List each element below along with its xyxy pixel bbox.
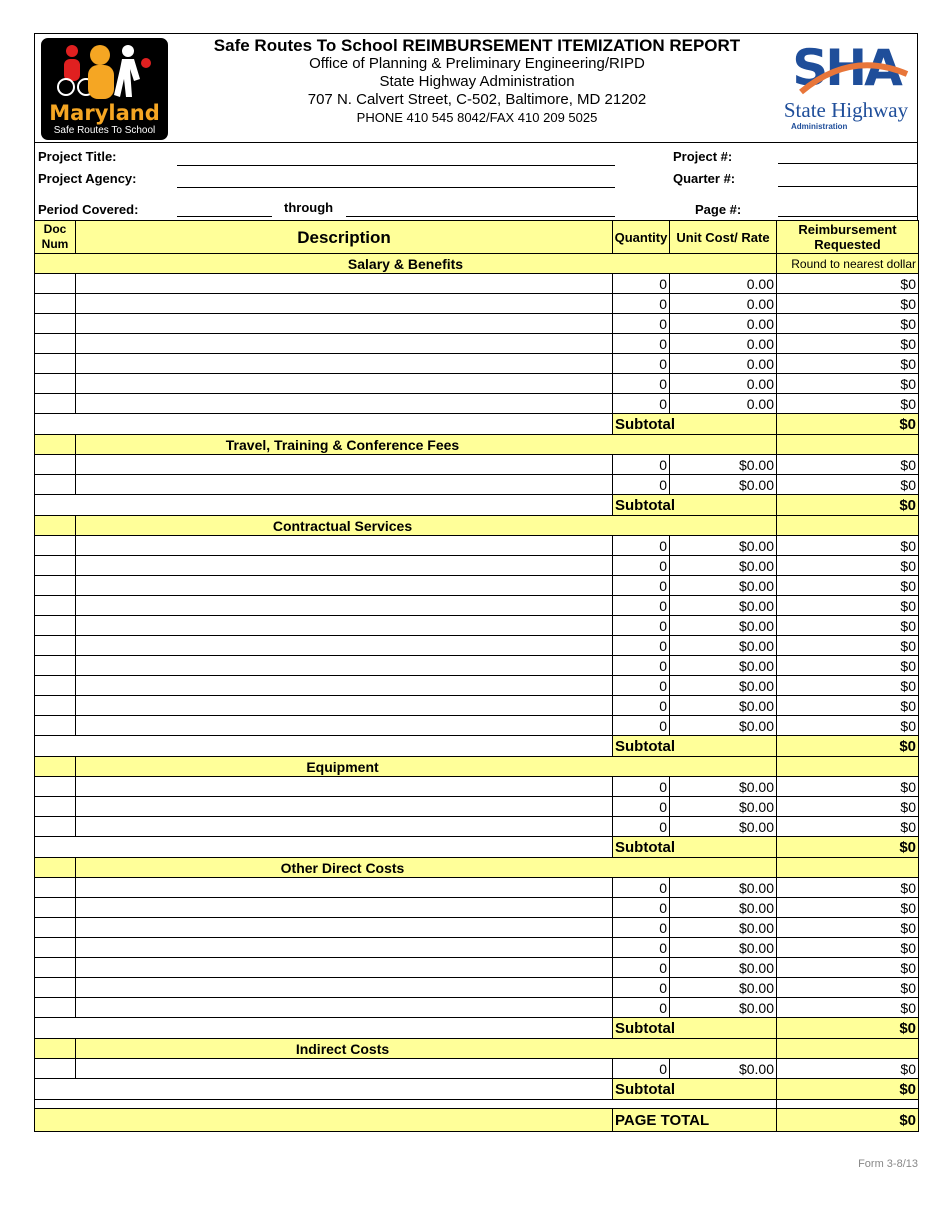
page-total-value: $0 <box>777 1109 919 1132</box>
doc-num-cell[interactable] <box>35 918 76 938</box>
reimbursement-cell: $0 <box>777 294 919 314</box>
section-amount-cell <box>777 1039 919 1059</box>
description-cell[interactable] <box>76 1059 613 1079</box>
table-row <box>35 817 919 837</box>
form-header <box>34 33 918 143</box>
table-row <box>35 394 919 414</box>
reimbursement-cell: $0 <box>777 354 919 374</box>
unit-cost-cell[interactable]: $0.00 <box>670 958 777 978</box>
subtotal-label: Subtotal <box>613 736 777 757</box>
sha-logo-text: SHA <box>792 39 900 97</box>
doc-num-cell[interactable] <box>35 576 76 596</box>
subtotal-value: $0 <box>777 1079 919 1100</box>
reimbursement-cell: $0 <box>777 878 919 898</box>
description-cell[interactable] <box>76 898 613 918</box>
section-doc-cell <box>35 435 76 455</box>
section-title-text: Equipment <box>306 758 379 775</box>
quantity-cell[interactable]: 0 <box>613 696 670 716</box>
unit-cost-cell[interactable]: 0.00 <box>670 374 777 394</box>
table-row <box>35 716 919 736</box>
description-cell[interactable] <box>76 656 613 676</box>
reimbursement-cell: $0 <box>777 274 919 294</box>
subtotal-value: $0 <box>777 495 919 516</box>
doc-num-cell[interactable] <box>35 455 76 475</box>
table-row <box>35 475 919 495</box>
section-amount-cell <box>777 435 919 455</box>
page-num-label: Page #: <box>695 202 742 217</box>
quantity-cell[interactable]: 0 <box>613 334 670 354</box>
description-cell[interactable] <box>76 475 613 495</box>
section-doc-cell <box>35 757 76 777</box>
table-row <box>35 878 919 898</box>
maryland-srts-logo <box>41 38 168 140</box>
unit-cost-cell[interactable]: $0.00 <box>670 475 777 495</box>
unit-cost-cell[interactable]: $0.00 <box>670 938 777 958</box>
page-total-spacer <box>35 1109 613 1132</box>
itemization-table <box>34 220 919 1132</box>
subtotal-spacer <box>35 495 613 516</box>
subtotal-row <box>35 1018 919 1039</box>
reimbursement-cell: $0 <box>777 475 919 495</box>
description-cell[interactable] <box>76 455 613 475</box>
sha-logo-subtext2: Administration <box>791 122 848 131</box>
unit-cost-cell[interactable]: $0.00 <box>670 797 777 817</box>
table-row <box>35 455 919 475</box>
office-name: Office of Planning & Preliminary Engineering/RIPD <box>309 55 645 72</box>
table-row <box>35 556 919 576</box>
srts-logo-subtext: Safe Routes To School <box>53 125 156 136</box>
quantity-cell[interactable]: 0 <box>613 576 670 596</box>
through-label: through <box>284 200 334 215</box>
table-row <box>35 274 919 294</box>
reimbursement-cell: $0 <box>777 394 919 414</box>
doc-num-cell[interactable] <box>35 898 76 918</box>
unit-cost-cell[interactable]: $0.00 <box>670 576 777 596</box>
section-title-text: Indirect Costs <box>295 1040 390 1057</box>
reimbursement-cell: $0 <box>777 616 919 636</box>
section-doc-cell <box>35 1039 76 1059</box>
description-cell[interactable] <box>76 777 613 797</box>
quantity-cell[interactable]: 0 <box>613 958 670 978</box>
description-cell[interactable] <box>76 294 613 314</box>
reimbursement-header: Reimbursement Requested <box>777 221 919 254</box>
table-row <box>35 334 919 354</box>
period-start-field[interactable] <box>177 216 272 217</box>
doc-num-cell[interactable] <box>35 475 76 495</box>
subtotal-spacer <box>35 1079 613 1100</box>
reimbursement-cell: $0 <box>777 696 919 716</box>
unit-cost-cell[interactable]: $0.00 <box>670 636 777 656</box>
description-cell[interactable] <box>76 374 613 394</box>
description-cell[interactable] <box>76 878 613 898</box>
doc-num-cell[interactable] <box>35 556 76 576</box>
section-title: Salary & Benefits <box>35 254 777 274</box>
quantity-cell[interactable]: 0 <box>613 374 670 394</box>
unit-cost-cell[interactable]: 0.00 <box>670 314 777 334</box>
quantity-cell[interactable]: 0 <box>613 616 670 636</box>
description-cell[interactable] <box>76 998 613 1018</box>
quantity-cell[interactable]: 0 <box>613 354 670 374</box>
reimbursement-form <box>34 33 918 1132</box>
unit-cost-cell[interactable]: 0.00 <box>670 394 777 414</box>
reimbursement-cell: $0 <box>777 777 919 797</box>
section-title-text: Other Direct Costs <box>280 859 405 876</box>
table-row <box>35 294 919 314</box>
subtotal-label: Subtotal <box>613 414 777 435</box>
table-row <box>35 938 919 958</box>
unit-cost-cell[interactable]: $0.00 <box>670 918 777 938</box>
unit-cost-cell[interactable]: $0.00 <box>670 596 777 616</box>
table-row <box>35 656 919 676</box>
table-row <box>35 696 919 716</box>
section-header-row <box>35 435 919 455</box>
unit-cost-cell[interactable]: $0.00 <box>670 878 777 898</box>
subtotal-row <box>35 1079 919 1100</box>
description-cell[interactable] <box>76 696 613 716</box>
description-cell[interactable] <box>76 576 613 596</box>
sha-swoosh-icon <box>781 56 911 96</box>
agency-name: State Highway Administration <box>379 73 575 90</box>
doc-num-cell[interactable] <box>35 374 76 394</box>
unit-cost-cell[interactable]: 0.00 <box>670 294 777 314</box>
unit-cost-cell[interactable]: 0.00 <box>670 334 777 354</box>
unit-cost-cell[interactable]: 0.00 <box>670 354 777 374</box>
section-amount-cell <box>777 858 919 878</box>
description-cell[interactable] <box>76 716 613 736</box>
quantity-cell[interactable]: 0 <box>613 596 670 616</box>
table-row <box>35 636 919 656</box>
unit-cost-cell[interactable]: $0.00 <box>670 676 777 696</box>
spacer-row <box>35 1100 919 1109</box>
subtotal-spacer <box>35 414 613 435</box>
description-cell[interactable] <box>76 978 613 998</box>
description-cell[interactable] <box>76 556 613 576</box>
description-cell[interactable] <box>76 958 613 978</box>
subtotal-row <box>35 837 919 858</box>
description-cell[interactable] <box>76 596 613 616</box>
page-total-row <box>35 1109 919 1132</box>
doc-num-cell[interactable] <box>35 636 76 656</box>
title-block <box>175 36 779 126</box>
table-row <box>35 978 919 998</box>
section-amount-cell <box>777 516 919 536</box>
unit-cost-cell[interactable]: $0.00 <box>670 777 777 797</box>
reimbursement-cell: $0 <box>777 374 919 394</box>
quantity-cell[interactable]: 0 <box>613 797 670 817</box>
quantity-cell[interactable]: 0 <box>613 898 670 918</box>
subtotal-value: $0 <box>777 736 919 757</box>
quantity-cell[interactable]: 0 <box>613 777 670 797</box>
doc-num-cell[interactable] <box>35 676 76 696</box>
table-row <box>35 898 919 918</box>
doc-num-cell[interactable] <box>35 394 76 414</box>
quantity-cell[interactable]: 0 <box>613 536 670 556</box>
subtotal-row <box>35 495 919 516</box>
quantity-cell[interactable]: 0 <box>613 676 670 696</box>
description-cell[interactable] <box>76 274 613 294</box>
quantity-cell[interactable]: 0 <box>613 475 670 495</box>
table-row <box>35 374 919 394</box>
reimbursement-cell: $0 <box>777 1059 919 1079</box>
quantity-cell[interactable]: 0 <box>613 938 670 958</box>
quantity-cell[interactable]: 0 <box>613 455 670 475</box>
quantity-cell[interactable]: 0 <box>613 878 670 898</box>
doc-num-cell[interactable] <box>35 878 76 898</box>
form-number: Form 3-8/13 <box>858 1158 918 1170</box>
doc-num-cell[interactable] <box>35 716 76 736</box>
doc-num-cell[interactable] <box>35 1059 76 1079</box>
doc-num-cell[interactable] <box>35 274 76 294</box>
subtotal-label: Subtotal <box>613 495 777 516</box>
doc-num-cell[interactable] <box>35 596 76 616</box>
section-title <box>76 858 777 878</box>
doc-num-header: Doc Num <box>35 221 76 254</box>
section-header-row <box>35 516 919 536</box>
section-title <box>76 1039 777 1059</box>
spacer-cell <box>777 1100 919 1109</box>
project-num-field[interactable] <box>778 163 918 164</box>
section-note: Round to nearest dollar <box>777 254 919 274</box>
section-title <box>76 757 777 777</box>
description-cell[interactable] <box>76 334 613 354</box>
reimbursement-cell: $0 <box>777 656 919 676</box>
doc-num-cell[interactable] <box>35 978 76 998</box>
table-row <box>35 777 919 797</box>
reimbursement-cell: $0 <box>777 676 919 696</box>
subtotal-spacer <box>35 1018 613 1039</box>
section-title-text: Contractual Services <box>272 517 413 534</box>
quantity-cell[interactable]: 0 <box>613 656 670 676</box>
quantity-cell[interactable]: 0 <box>613 274 670 294</box>
subtotal-row <box>35 736 919 757</box>
unit-cost-cell[interactable]: $0.00 <box>670 817 777 837</box>
doc-num-cell[interactable] <box>35 334 76 354</box>
agency-phone: PHONE 410 545 8042/FAX 410 209 5025 <box>356 110 598 125</box>
quantity-cell[interactable]: 0 <box>613 556 670 576</box>
reimbursement-cell: $0 <box>777 817 919 837</box>
project-title-label: Project Title: <box>38 149 117 164</box>
unit-cost-cell[interactable]: $0.00 <box>670 696 777 716</box>
subtotal-label: Subtotal <box>613 1018 777 1039</box>
unit-cost-cell[interactable]: $0.00 <box>670 656 777 676</box>
quantity-cell[interactable]: 0 <box>613 1059 670 1079</box>
spacer-cell <box>35 1100 777 1109</box>
doc-num-cell[interactable] <box>35 536 76 556</box>
description-cell[interactable] <box>76 817 613 837</box>
section-header-row <box>35 858 919 878</box>
section-doc-cell <box>35 858 76 878</box>
form-title: Safe Routes To School REIMBURSEMENT ITEMIZATION REPORT <box>213 36 741 55</box>
quantity-cell[interactable]: 0 <box>613 716 670 736</box>
period-covered-label: Period Covered: <box>38 202 139 217</box>
doc-num-cell[interactable] <box>35 616 76 636</box>
reimbursement-cell: $0 <box>777 314 919 334</box>
unit-cost-cell[interactable]: $0.00 <box>670 716 777 736</box>
reimbursement-cell: $0 <box>777 958 919 978</box>
subtotal-value: $0 <box>777 414 919 435</box>
column-header-row <box>35 221 919 254</box>
reimbursement-cell: $0 <box>777 455 919 475</box>
unit-cost-cell[interactable]: $0.00 <box>670 1059 777 1079</box>
reimbursement-cell: $0 <box>777 716 919 736</box>
description-cell[interactable] <box>76 918 613 938</box>
table-row <box>35 616 919 636</box>
reimbursement-cell: $0 <box>777 576 919 596</box>
quantity-header: Quantity <box>613 221 670 254</box>
unit-cost-cell[interactable]: $0.00 <box>670 898 777 918</box>
doc-num-cell[interactable] <box>35 294 76 314</box>
unit-cost-cell[interactable]: $0.00 <box>670 616 777 636</box>
quantity-cell[interactable]: 0 <box>613 394 670 414</box>
description-cell[interactable] <box>76 797 613 817</box>
reimbursement-cell: $0 <box>777 898 919 918</box>
reimbursement-cell: $0 <box>777 536 919 556</box>
unit-cost-header: Unit Cost/ Rate <box>670 221 777 254</box>
table-row <box>35 676 919 696</box>
section-header-row <box>35 1039 919 1059</box>
section-title-text: Travel, Training & Conference Fees <box>225 436 460 453</box>
sha-logo-subtext: State Highway <box>783 98 909 122</box>
sha-logo <box>781 40 911 136</box>
table-row <box>35 576 919 596</box>
table-row <box>35 536 919 556</box>
reimbursement-cell: $0 <box>777 596 919 616</box>
quantity-cell[interactable]: 0 <box>613 817 670 837</box>
doc-num-cell[interactable] <box>35 696 76 716</box>
reimbursement-cell: $0 <box>777 797 919 817</box>
quantity-cell[interactable]: 0 <box>613 636 670 656</box>
project-num-label: Project #: <box>673 149 733 164</box>
table-row <box>35 797 919 817</box>
section-amount-cell <box>777 757 919 777</box>
table-row <box>35 958 919 978</box>
reimbursement-cell: $0 <box>777 334 919 354</box>
quarter-label: Quarter #: <box>673 171 736 186</box>
page-num-field[interactable] <box>778 216 918 217</box>
subtotal-value: $0 <box>777 837 919 858</box>
subtotal-row <box>35 414 919 435</box>
subtotal-spacer <box>35 736 613 757</box>
table-row <box>35 998 919 1018</box>
quantity-cell[interactable]: 0 <box>613 918 670 938</box>
project-agency-field[interactable] <box>177 187 615 188</box>
quantity-cell[interactable]: 0 <box>613 998 670 1018</box>
table-row <box>35 354 919 374</box>
doc-num-cell[interactable] <box>35 938 76 958</box>
maryland-logo-text: Maryland <box>49 101 160 125</box>
table-row <box>35 918 919 938</box>
quarter-field[interactable] <box>778 186 918 187</box>
unit-cost-cell[interactable]: 0.00 <box>670 274 777 294</box>
description-cell[interactable] <box>76 616 613 636</box>
period-end-field[interactable] <box>346 216 615 217</box>
reimbursement-cell: $0 <box>777 938 919 958</box>
section-title <box>76 435 777 455</box>
section-header-row <box>35 757 919 777</box>
subtotal-spacer <box>35 837 613 858</box>
table-row <box>35 314 919 334</box>
unit-cost-cell[interactable]: $0.00 <box>670 536 777 556</box>
table-row <box>35 596 919 616</box>
project-title-field[interactable] <box>177 165 615 166</box>
unit-cost-cell[interactable]: $0.00 <box>670 978 777 998</box>
description-cell[interactable] <box>76 314 613 334</box>
subtotal-label: Subtotal <box>613 837 777 858</box>
reimbursement-cell: $0 <box>777 978 919 998</box>
doc-num-cell[interactable] <box>35 998 76 1018</box>
description-cell[interactable] <box>76 636 613 656</box>
unit-cost-cell[interactable]: $0.00 <box>670 556 777 576</box>
unit-cost-cell[interactable]: $0.00 <box>670 998 777 1018</box>
quantity-cell[interactable]: 0 <box>613 978 670 998</box>
doc-num-cell[interactable] <box>35 656 76 676</box>
page-total-label: PAGE TOTAL <box>613 1109 777 1132</box>
doc-num-cell[interactable] <box>35 314 76 334</box>
doc-num-cell[interactable] <box>35 777 76 797</box>
unit-cost-cell[interactable]: $0.00 <box>670 455 777 475</box>
description-cell[interactable] <box>76 394 613 414</box>
quantity-cell[interactable]: 0 <box>613 314 670 334</box>
doc-num-cell[interactable] <box>35 958 76 978</box>
quantity-cell[interactable]: 0 <box>613 294 670 314</box>
reimbursement-cell: $0 <box>777 918 919 938</box>
doc-num-cell[interactable] <box>35 817 76 837</box>
subtotal-value: $0 <box>777 1018 919 1039</box>
table-row <box>35 1059 919 1079</box>
description-cell[interactable] <box>76 354 613 374</box>
doc-num-cell[interactable] <box>35 354 76 374</box>
section-doc-cell <box>35 516 76 536</box>
description-cell[interactable] <box>76 536 613 556</box>
description-header: Description <box>76 221 613 254</box>
reimbursement-cell: $0 <box>777 636 919 656</box>
doc-num-cell[interactable] <box>35 797 76 817</box>
reimbursement-cell: $0 <box>777 998 919 1018</box>
project-info <box>34 143 918 220</box>
project-agency-label: Project Agency: <box>38 171 137 186</box>
description-cell[interactable] <box>76 676 613 696</box>
description-cell[interactable] <box>76 938 613 958</box>
section-title <box>76 516 777 536</box>
agency-address: 707 N. Calvert Street, C-502, Baltimore, MD 21202 <box>307 91 647 108</box>
subtotal-label: Subtotal <box>613 1079 777 1100</box>
reimbursement-cell: $0 <box>777 556 919 576</box>
section-header-row <box>35 254 919 274</box>
